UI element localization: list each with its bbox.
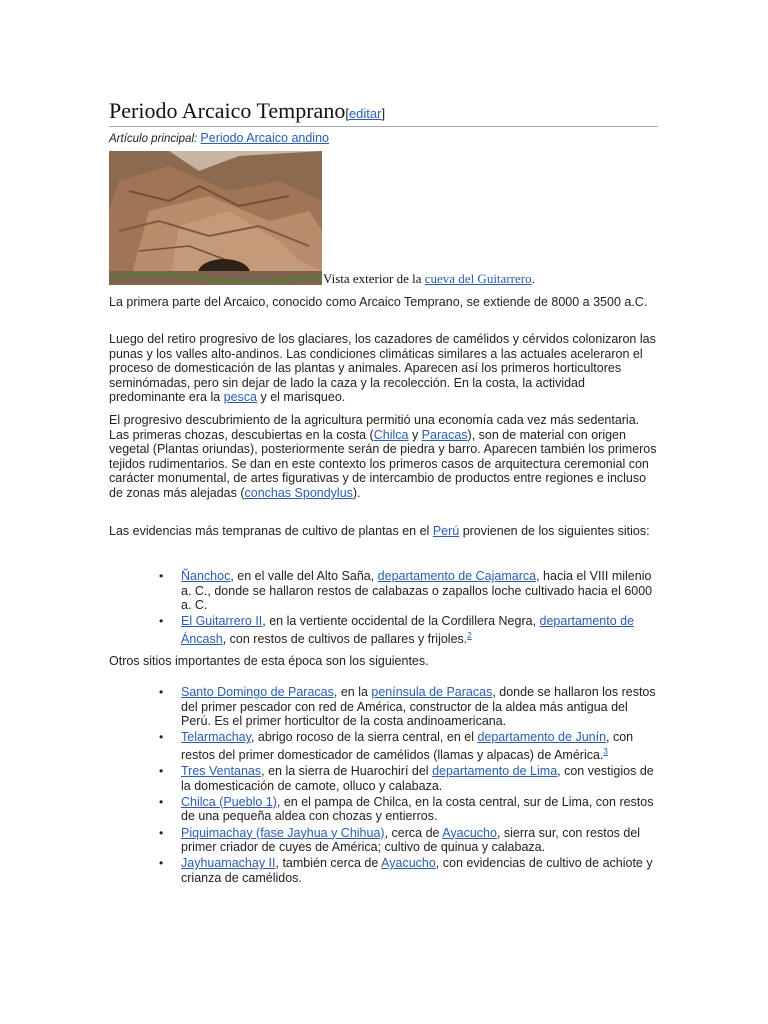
junin-link[interactable]: departamento de Junín — [477, 730, 607, 745]
paragraph-2: Luego del retiro progresivo de los glaciares, los cazadores de camélidos y cérvidos colonizaron las punas y los valles alto-andinos. Las condiciones climáticas similares a las actuales aceleraron el proceso de domesticación de las plantas y animales. Aparecen así los primeros horticultores seminómadas, pero sin dejar de lado la caza y la recolección. En la costa, la actividad predominante era la pesca y el marisqueo. — [109, 332, 656, 405]
bullet-icon: • — [159, 794, 164, 809]
ref-3-link[interactable]: 3 — [603, 746, 608, 756]
list-item: • Ñanchoc, en el valle del Alto Saña, departamento de Cajamarca, hacia el VIII milenio a. C., donde se hallaron restos de calabazas o zapallos loche cultivado hacia el 6000 a. C. — [159, 569, 653, 613]
bullet-icon: • — [159, 614, 164, 629]
cave-photo[interactable] — [109, 151, 322, 285]
list-item: • Santo Domingo de Paracas, en la península de Paracas, donde se hallaron los restos del primer pescador con red de América, constructor de la aldea más antigua del Perú. Es el primer horticultor de la costa andinoamericana. — [159, 685, 656, 729]
ayacucho-link[interactable]: Ayacucho — [442, 825, 497, 840]
bullet-icon: • — [159, 764, 164, 779]
main-article-link[interactable]: Periodo Arcaico andino — [200, 131, 329, 145]
figure-caption: Vista exterior de la cueva del Guitarrero. — [323, 271, 535, 286]
telarmachay-link[interactable]: Telarmachay — [181, 730, 251, 745]
pesca-link[interactable]: pesca — [223, 390, 258, 405]
early-sites-list — [159, 569, 659, 648]
paragraph-3: El progresivo descubrimiento de la agricultura permitió una economía cada vez más sedentaria. Las primeras chozas, descubiertas en la costa (Chilca y Paracas), son de material con origen vegetal (Plantas oriundas), posteriormente serán de piedra y barro. Aparecen también los primeros tejidos rudimentarios. Se dan en este contexto los primeros casos de arquitectura ceremonial con carácter monumental, de artes figurativas y de intercambio de productos entre regiones e incluso de zonas más alejadas (conchas Spondylus). — [109, 413, 657, 500]
ayacucho-link-2[interactable]: Ayacucho — [381, 856, 436, 871]
peru-link[interactable]: Perú — [432, 524, 460, 538]
section-heading — [109, 98, 658, 127]
other-sites-list — [159, 685, 659, 887]
bullet-icon: • — [159, 685, 164, 699]
cajamarca-link[interactable]: departamento de Cajamarca — [377, 569, 537, 583]
chilca-link[interactable]: Chilca — [373, 427, 409, 442]
conchas-spondylus-link[interactable]: conchas Spondylus — [244, 485, 353, 500]
bullet-icon: • — [159, 856, 164, 871]
list-item: • Piquimachay (fase Jayhua y Chihua), cerca de Ayacucho, sierra sur, con restos del primer criador de cuyes de América; cultivo de quinua y calabaza. — [159, 825, 641, 855]
bullet-icon: • — [159, 730, 164, 745]
paracas-link[interactable]: Paracas — [421, 427, 468, 442]
ref-2-link[interactable]: 2 — [467, 630, 472, 640]
tres-ventanas-link[interactable]: Tres Ventanas — [181, 764, 262, 779]
bullet-icon: • — [159, 569, 164, 583]
peninsula-paracas-link[interactable]: península de Paracas — [371, 685, 493, 699]
list-item: • Jayhuamachay II, también cerca de Ayacucho, con evidencias de cultivo de achiote y crianza de camélidos. — [159, 856, 653, 885]
paragraph-5: Otros sitios importantes de esta época son los siguientes. — [109, 654, 429, 668]
jayhuamachay-link[interactable]: Jayhuamachay II — [181, 856, 276, 871]
piquimachay-link[interactable]: Piquimachay (fase Jayhua y Chihua) — [181, 825, 385, 840]
chilca-pueblo-link[interactable]: Chilca (Pueblo 1) — [181, 794, 277, 809]
list-item: • Telarmachay, abrigo rocoso de la sierra central, en el departamento de Junín, con restos del primer domesticador de camélidos (llamas y alpacas) de América.$^3$ — [159, 730, 634, 763]
list-item: • El Guitarrero II, en la vertiente occidental de la Cordillera Negra, departamento de Áncash, con restos de cultivos de pallares y frijoles.$^2$ — [159, 614, 635, 647]
page-title: Periodo Arcaico Temprano — [109, 98, 346, 123]
santo-domingo-link[interactable]: Santo Domingo de Paracas — [181, 685, 334, 699]
ancash-link[interactable]: departamento de Áncash — [181, 614, 635, 647]
list-item: • Tres Ventanas, en la sierra de Huarochirí del departamento de Lima, con vestigios de la domesticación de camote, olluco y calabaza. — [159, 764, 654, 793]
cueva-guitarrero-link[interactable]: cueva del Guitarrero — [424, 271, 532, 286]
lima-link[interactable]: departamento de Lima — [432, 764, 558, 779]
nanchoc-link[interactable]: Ñanchoc — [181, 569, 231, 583]
list-item: • Chilca (Pueblo 1), en el pampa de Chilca, en la costa central, sur de Lima, con restos de una pequeña aldea con chozas y entierros. — [159, 794, 654, 824]
edit-link-wrap: [editar] — [345, 106, 386, 121]
paragraph-4: Las evidencias más tempranas de cultivo de plantas en el Perú provienen de los siguientes sitios: — [109, 524, 650, 538]
bullet-icon: • — [159, 825, 164, 840]
main-article-note: Artículo principal: Periodo Arcaico andino — [109, 131, 329, 145]
guitarrero-link[interactable]: El Guitarrero II — [181, 614, 263, 629]
edit-link[interactable]: editar — [348, 106, 382, 121]
paragraph-1: La primera parte del Arcaico, conocido como Arcaico Temprano, se extiende de 8000 a 3500 a.C. — [109, 295, 648, 309]
